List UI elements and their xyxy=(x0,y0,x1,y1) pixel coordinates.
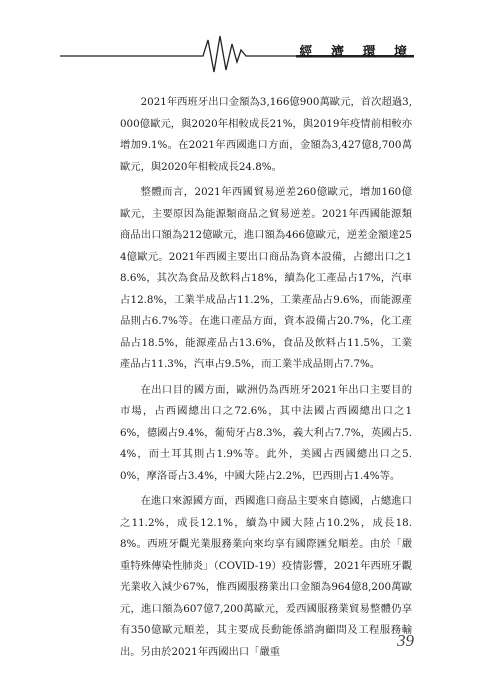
page-number: 39 xyxy=(397,631,414,650)
paragraph-import-sources-services: 在進口來源國方面，西國進口商品主要來自德國，占總進口之11.2%，成長12.1%，續為中國大陸占10.2%，成長18.8%。西班牙觀光業服務業向來均享有國際匯兌順差。由於「嚴重特殊傳染性肺炎」（COVID-19）疫情影響，2021年西班牙觀光業收入減少67%，惟西國服務業出口金額為964億8,200萬歐元，進口額為607億7,200萬歐元，爰西國服務業貿易整體仍享有350億歐元順差，其主要成長動能係諮詢顧問及工程服務輸出。另由於2021年西國出口「嚴重 xyxy=(120,495,412,658)
page-header xyxy=(0,0,480,80)
paragraph-export-destinations: 在出口目的國方面，歐洲仍為西班牙2021年出口主要目的市場，占西國總出口之72.6%，其中法國占西國總出口之16%，德國占9.4%，葡萄牙占8.3%，義大利占7.7%，英國占5.4%，而土耳其則占1.9%等。此外，美國占西國總出口之5.0%，摩洛哥占3.4%，中國大陸占2.2%，巴西則占1.4%等。 xyxy=(120,383,412,482)
paragraph-export-import-totals: 2021年西班牙出口金額為3,166億900萬歐元，首次超過3,000億歐元，與2020年相較成長21%，與2019年疫情前相較亦增加9.1%。在2021年西國進口方面，金額為3,427億8,700萬歐元，與2020年相較成長24.8%。 xyxy=(120,96,412,173)
body-text xyxy=(120,92,412,667)
section-title: 經 濟 環 境 xyxy=(299,45,414,60)
paragraph-trade-balance-products: 整體而言，2021年西國貿易逆差260億歐元，增加160億歐元，主要原因為能源類商品之貿易逆差。2021年西國能源類商品出口額為212億歐元，進口額為466億歐元，逆差金額達254億歐元。2021年西國主要出口商品為資本設備，占總出口之18.6%，其次為食品及飲料占18%，續為化工產品占17%，汽車占12.8%，工業半成品占11.2%，工業產品占9.6%，而能源產品則占6.7%等。在進口產品方面，資本設備占20.7%，化工產品占18.5%，能源產品占13.6%，食品及飲料占11.5%，工業產品占11.3%，汽車占9.5%，而工業半成品則占7.7%。 xyxy=(120,186,412,370)
heartbeat-line-icon xyxy=(0,0,480,80)
